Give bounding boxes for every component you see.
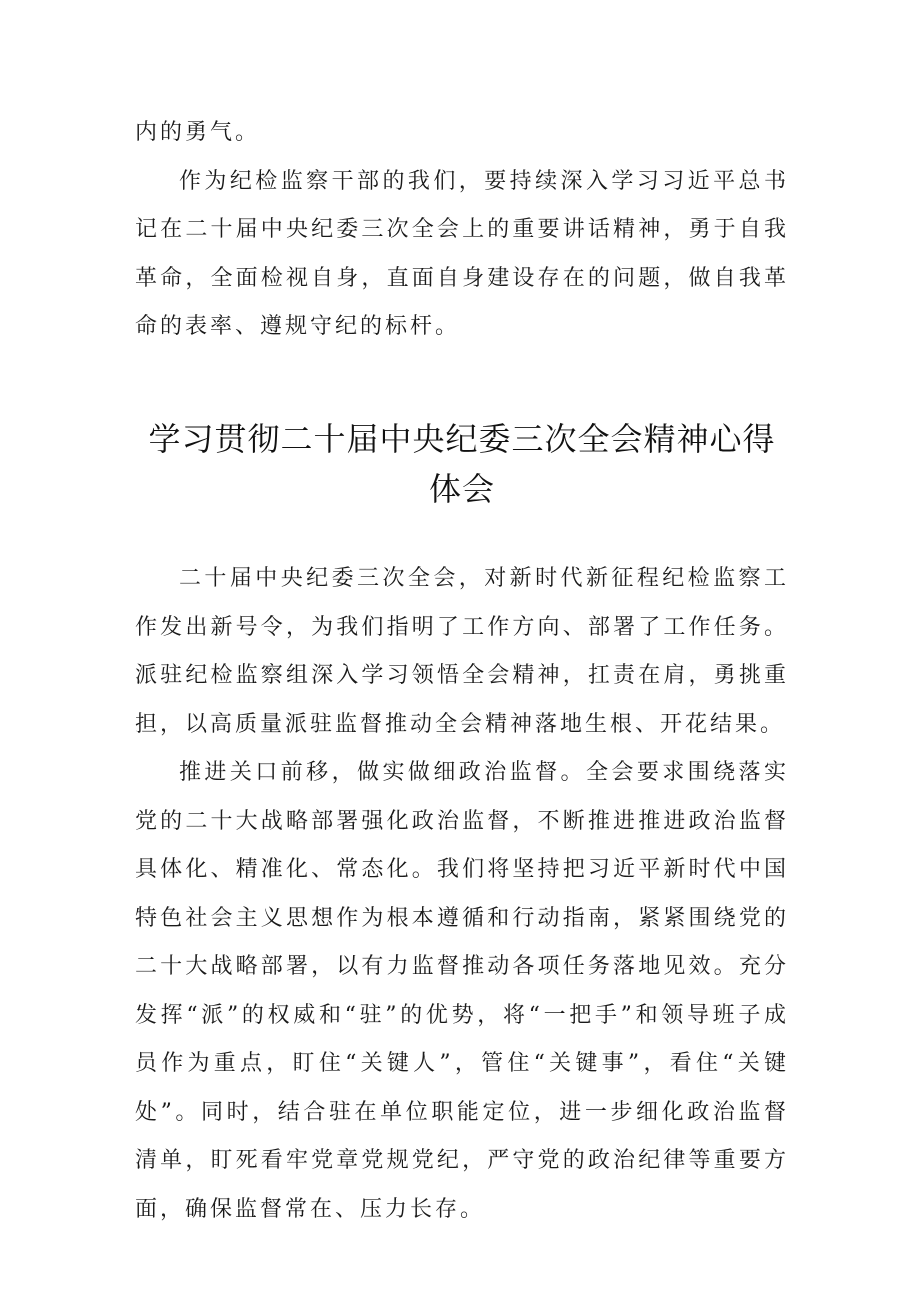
article-body — [135, 555, 789, 1234]
continued-paragraph: 内的勇气。 — [135, 120, 261, 145]
previous-section-text — [135, 109, 789, 352]
body-paragraph: 二十届中央纪委三次全会，对新时代新征程纪检监察工作发出新号令，为我们指明了工作方向、部署了工作任务。派驻纪检监察组深入学习领悟全会精神，扛责在肩，勇挑重担，以高质量派驻监督推动全会精神落地生根、开花结果。 — [135, 566, 789, 737]
body-paragraph: 推进关口前移，做实做细政治监督。全会要求围绕落实党的二十大战略部署强化政治监督，不断推进推进政治监督具体化、精准化、常态化。我们将坚持把习近平新时代中国特色社会主义思想作为根本遵循和行动指南，紧紧围绕党的二十大战略部署，以有力监督推动各项任务落地见效。充分发挥“派”的权威和“驻”的优势，将“一把手”和领导班子成员作为重点，盯住“关键人”，管住“关键事”，看住“关键处”。同时，结合驻在单位职能定位，进一步细化政治监督清单，盯死看牢党章党规党纪，严守党的政治纪律等重要方面，确保监督常在、压力长存。 — [135, 760, 789, 1222]
article-title: 学习贯彻二十届中央纪委三次全会精神心得体会 — [148, 420, 776, 508]
closing-paragraph: 作为纪检监察干部的我们，要持续深入学习习近平总书记在二十届中央纪委三次全会上的重要讲话精神，勇于自我革命，全面检视自身，直面自身建设存在的问题，做自我革命的表率、遵规守纪的标杆。 — [135, 168, 789, 339]
